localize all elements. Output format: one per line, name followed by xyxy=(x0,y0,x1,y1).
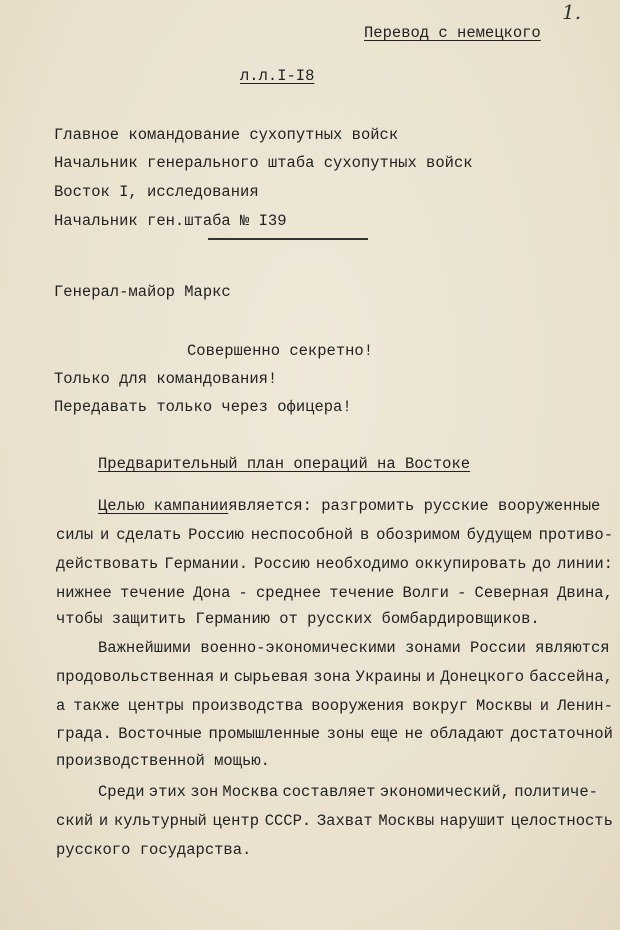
paragraph-1-line-5: чтобы защитить Германию от русских бомбардировщиков. xyxy=(56,610,540,628)
paragraph-2-line-5: производственной мощью. xyxy=(56,752,270,770)
paragraph-1-line-2: силы и сделать Россию неспособной в обозримом будущем противо- xyxy=(56,526,613,544)
top-secret-mark: Совершенно секретно! xyxy=(187,342,374,360)
translation-note: Перевод с немецкого xyxy=(364,24,541,42)
sender-line-3: Восток I, исследования xyxy=(54,183,259,201)
officer-only-mark: Передавать только через офицера! xyxy=(54,398,352,416)
command-only-mark: Только для командования! xyxy=(54,370,278,388)
paragraph-1-line-4: нижнее течение Дона - среднее течение Волги - Северная Двина, xyxy=(56,584,613,602)
paragraph-3-line-3: русского государства. xyxy=(56,841,252,859)
paragraph-3-line-1: Среди этих зон Москва составляет экономический, политиче- xyxy=(98,783,598,801)
sheet-number: 1. xyxy=(562,0,582,24)
paragraph-3-line-2: ский и культурный центр СССР. Захват Москвы нарушит целостность xyxy=(56,812,613,830)
sheet-range: л.л.I-I8 xyxy=(240,67,315,85)
document-title: Предварительный план операций на Востоке xyxy=(98,455,471,473)
paragraph-1-line-1 xyxy=(98,497,601,515)
paragraph-2-line-1: Важнейшими военно-экономическими зонами России являются xyxy=(98,639,610,657)
sender-line-4: Начальник ген.штаба № I39 xyxy=(54,212,287,230)
paragraph-2-line-3: а также центры производства вооружения вокруг Москвы и Ленин- xyxy=(56,697,613,715)
separator-rule xyxy=(208,238,368,240)
paragraph-2-line-2: продовольственная и сырьевая зона Украины и Донецкого бассейна, xyxy=(56,668,613,686)
sender-line-2: Начальник генерального штаба сухопутных войск xyxy=(54,154,473,172)
paragraph-2-line-4: града. Восточные промышленные зоны еще не обладают достаточной xyxy=(56,725,613,743)
recipient: Генерал-майор Маркс xyxy=(54,283,231,301)
paragraph-1-line-3: действовать Германии. Россию необходимо оккупировать до линии: xyxy=(56,555,613,573)
sender-line-1: Главное командование сухопутных войск xyxy=(54,126,399,144)
campaign-goal-lead: Целью кампании xyxy=(98,497,229,515)
paragraph-1-line-1-rest: является: разгромить русские вооруженные xyxy=(228,497,601,515)
